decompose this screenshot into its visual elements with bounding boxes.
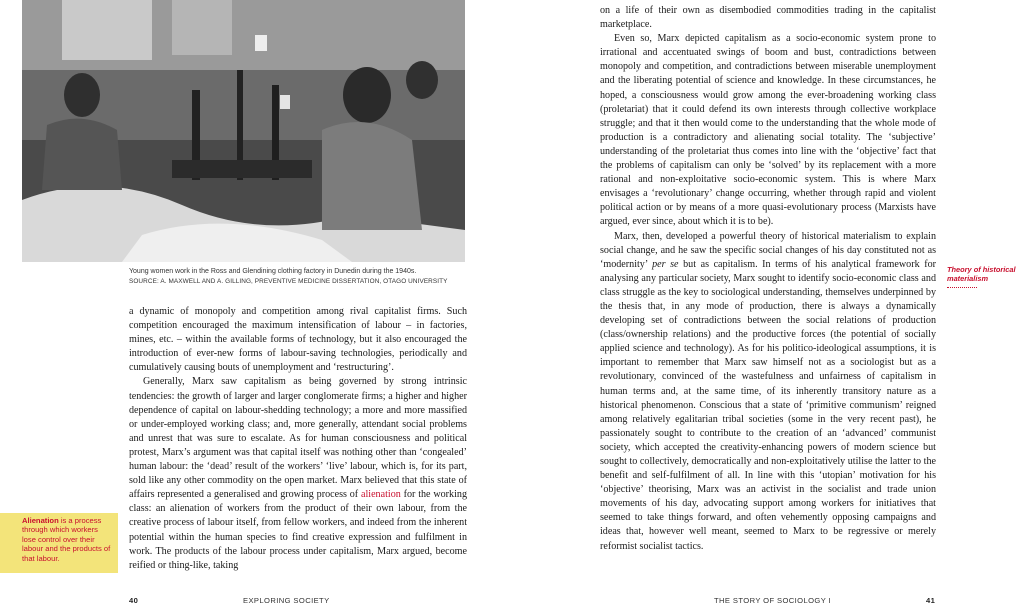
paragraph-text: for the working class: an alienation of workers from the product of their own labour, from the creative process of labour itself, from fellow workers, and indeed from the inherent potential within the human species to find creative expression and fulfilment in work. The products of the labour process under capitalism, Marx argued, become reified or thing-like, taking: [129, 489, 467, 571]
margin-note-rule: [947, 287, 977, 288]
glossary-term: Alienation: [22, 516, 59, 525]
running-head-right: THE STORY OF SOCIOLOGY I: [714, 596, 832, 605]
running-head-left: EXPLORING SOCIETY: [243, 596, 330, 605]
right-paragraph-2: Even so, Marx depicted capitalism as a socio-economic system prone to irrational and accentuated swings of boom and bust, contradictions between monopoly and competition, and contradictions between miserable unemployment and the liberating potential of science and knowledge. In these circumstances, he hoped, a consciousness would grow among the ever-broadening working class (proletariat) that it could defend its own interests through collective workplace struggle; and that it then would come to the understanding that the whole mode of production is a contradictory and alienating social totality. The ‘subjective’ understanding of the proletariat thus comes into line with the ‘objective’ fact that the problems of capitalism can only be ‘solved’ by its replacement with a more rational and non-exploitative socio-economic system. This is where Marx envisages a ‘revolutionary’ change occurring, whether through rapid and violent political action or by means of a more quasi-evolutionary process (Marxists have argued, ever since, about which it is to be).: [600, 33, 936, 228]
page-number-left: 40: [129, 596, 139, 605]
right-paragraph-3: [600, 230, 936, 554]
page-number-right: 41: [926, 596, 936, 605]
italic-term: per se: [652, 258, 679, 270]
glossary-sidebox: [0, 513, 118, 573]
factory-photo-illustration: [22, 0, 465, 262]
paragraph-text: but as capitalism. In terms of his analytical framework for analysing any particular society, Marx sought to identify socio-economic class and class struggle as the key to sociological understanding, themselves underpinned by the thesis that, in any mode of production, there is always a dynamically developing set of contradictions between the social relations of production (class/ownership relations) and the productive forces (the potential of socially applied science and technology). As for his politico-ideological assumptions, it is important to remember that Marx saw himself not as a sociologist but as a revolutionary, convinced of the wastefulness and unfairness of capitalism in human terms and, at the same time, of its inherently transitory nature as a historical phenomenon. Conscious that a state of ‘primitive communism’ reigned among relatively egalitarian tribal societies (some in the very recent past), he passionately sought to contribute to the creation of an ‘advanced’ communist society, which accepted the creativity-enhancing powers of modern science but sought to collectively, democratically and non-exploitatively utilise the latter to the benefit and self-fulfilment of all. In line with this ‘utopian’ motivation for his ‘objective’ theorising, Marx was an activist in the socialist and trade union movements of his day, advocating support among workers for initiatives that seemed to take things forward, and often vehemently opposing campaigns and ideas that, however well meant, seemed to Marx to be regressive or merely reformist socialist tactics.: [600, 258, 936, 552]
glossary-definition: is a process through which workers lose control over their labour and the products of that labour.: [22, 516, 111, 563]
keyword-alienation: alienation: [360, 489, 401, 501]
paragraph-text: Generally, Marx saw capitalism as being governed by strong intrinsic tendencies: the growth of larger and larger conglomerate firms; a higher and higher dependence of capital on labour-shedding technology; a more and more massified or under-employed working class; and, more generally, attendant social problems and unrest that was sure to escalate. As for human consciousness and political protest, Marx’s argument was that capital itself was nothing other than ‘congealed’ human labour: the ‘dead’ result of the workers’ ‘live’ labour, which is, for its part, sold like any other commodity on the open market. Marx believed that this state of affairs represented a generalised and growing process of: [129, 376, 467, 501]
left-paragraph-2: [129, 375, 467, 572]
caption-text: Young women work in the Ross and Glendining clothing factory in Dunedin during the 1940s.: [129, 268, 417, 275]
factory-photo: [22, 0, 465, 262]
margin-note: Theory of historical materialism: [947, 265, 1016, 283]
photo-caption: [129, 267, 489, 286]
right-paragraph-1: on a life of their own as disembodied commodities trading in the capitalist marketplace.: [600, 5, 936, 31]
right-page: [512, 0, 1024, 607]
caption-source: SOURCE: A. MAXWELL AND A. GILLING, PREVENTIVE MEDICINE DISSERTATION, OTAGO UNIVERSITY: [129, 277, 448, 285]
left-body-text: [129, 305, 467, 573]
left-paragraph-1: a dynamic of monopoly and competition among rival capitalist firms. Such competition encouraged the maximum intensification of labour – in factories, mines, etc. – within the available forms of technology, but it also encouraged the introduction of ever-new forms of labour-saving technologies, periodically and cumulatively causing bouts of unemployment and ‘restructuring’.: [129, 306, 467, 374]
right-body-text: [600, 4, 936, 554]
paragraph-text: Marx, then, developed a powerful theory of historical materialism to explain social change, and he saw the specific social changes of his day constituted not as ‘modernity’: [600, 230, 936, 270]
